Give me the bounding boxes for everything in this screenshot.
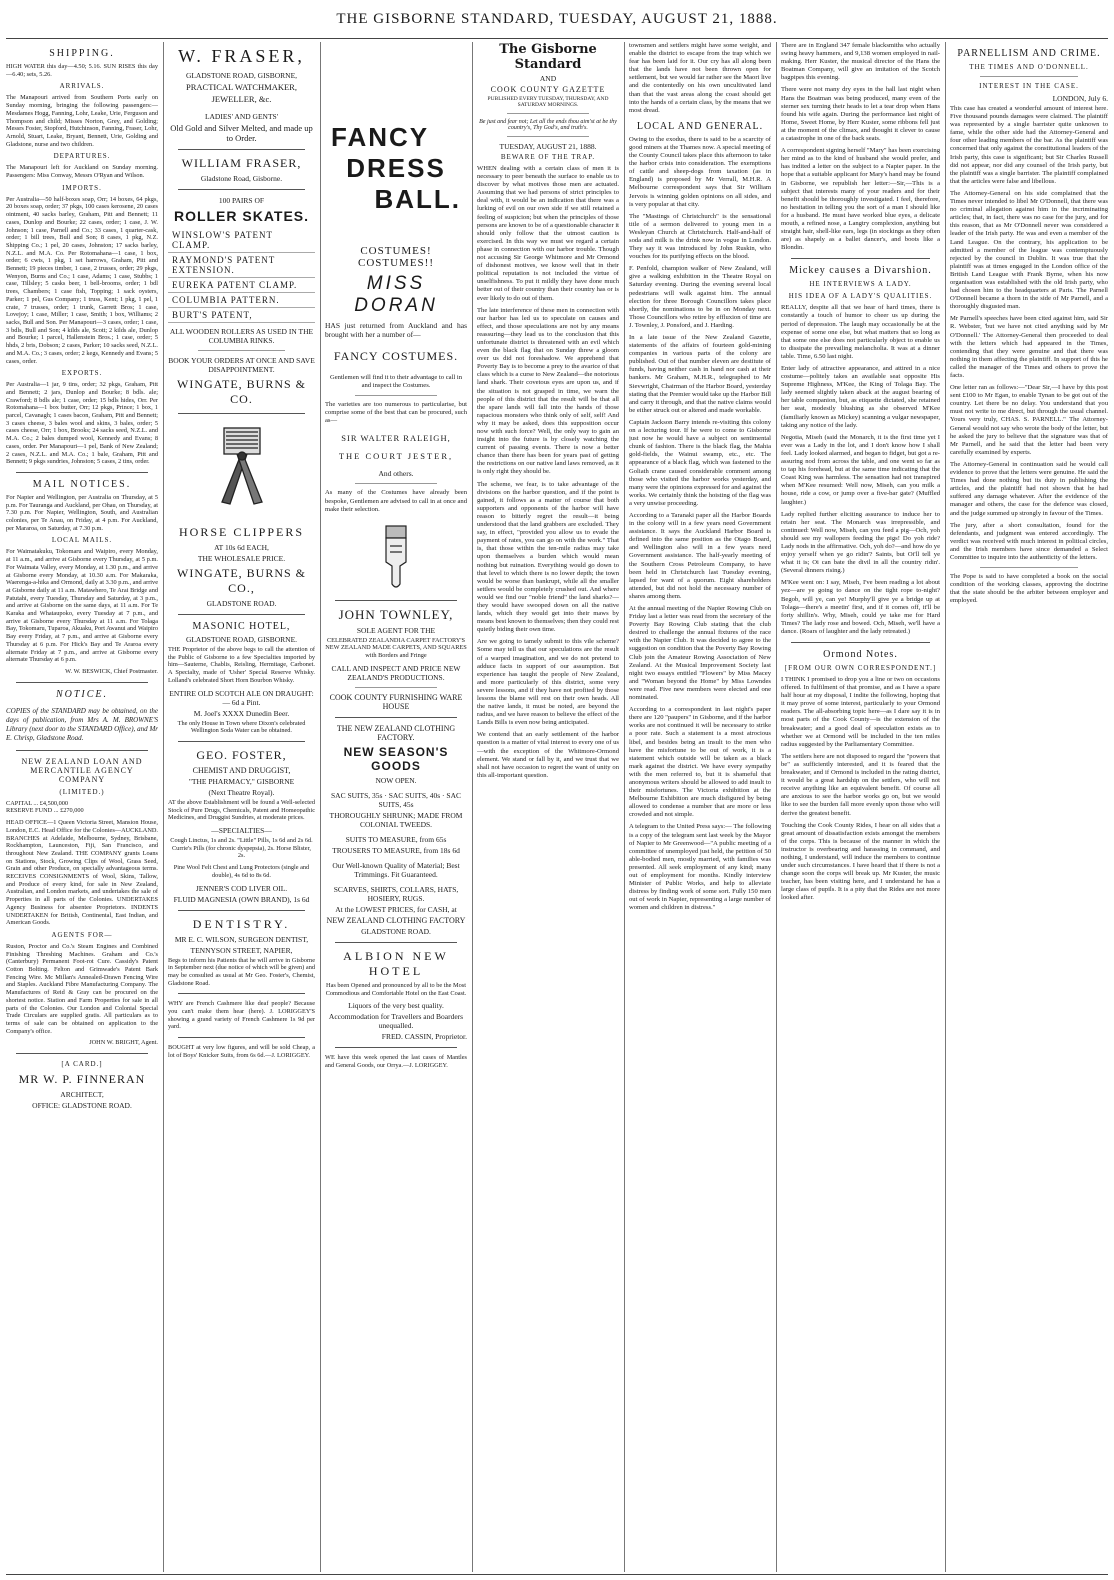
- leader-heading: BEWARE OF THE TRAP.: [500, 153, 596, 161]
- pairs-label: 100 PAIRS OF: [218, 196, 265, 205]
- hosiery-text: SCARVES, SHIRTS, COLLARS, HATS, HOSIERY, RUGS.: [333, 884, 459, 903]
- wingate-name: WINGATE, BURNS & CO.: [177, 377, 306, 406]
- horse-clippers-heading: HORSE CLIPPERS: [178, 525, 305, 539]
- fraser-name: W. FRASER,: [178, 46, 305, 66]
- dixon-soda-text: The only House in Town where Dixon's celebrated Wellington Soda Water can be obtained.: [177, 719, 306, 735]
- parnellism-paragraph: The Attorney-General on his side complained that the Times never intended to libel Mr O'Donnell, that there was no criminal allegation against him in the incriminating articles; that, in fact, there was no case for the jury, and for this reason, that as Mr O'Donnell never was considered a leader of the Irish party. He was and even a member of the Land League. On the contrary, his application to be admitted a member of the league was contemptuously rejected by the council in Dublin. It was true that the plaintiff was at times engaged in the London office of the British Land League with Frank Byrne, when his now organisation was established with the old Irish party, who had chosen him to the headquarters at Paris. The Parnell O'Donnell became a thorn in the side of Mr Parnell, and a thoroughly disgusted man.: [950, 189, 1108, 311]
- arrivals-text: The Manapouri arrived from Southern Ports early on Sunday morning, bringing the following passengers:—Mesdames Hogg, Fanning, Lohr, Leake, Urie, Ferguson and Thompson and child; Misses Norton, Grey, and Golding; Messrs Foster, Stopford, Hutchinson, Fanning, Fraser, Lohr, Arnold, Stuart, Leake, Bryant, Bennett, Urie, Golding and Gladstone, nurse and two children.: [6, 94, 158, 148]
- dentistry-heading: DENTISTRY.: [192, 916, 291, 931]
- skate-item: BURT'S PATENT,: [168, 308, 315, 323]
- divider: [791, 258, 930, 259]
- notice-text: COPIES of the STANDARD may be obtained, on the days of publication, from Mrs A. M. BROWNE'S Library (next door to the STANDARD Office), and Mr E. Chrisp, Gladstone Road.: [6, 706, 158, 742]
- skate-item: EUREKA PATENT CLAMP.: [168, 278, 315, 293]
- wooden-rollers-text: ALL WOODEN ROLLERS AS USED IN THE COLUMBIA RINKS.: [169, 327, 314, 345]
- jester-label: THE COURT JESTER,: [338, 451, 454, 462]
- skate-item: COLUMBIA PATTERN.: [168, 293, 315, 308]
- ormond-subheading: [FROM OUR OWN CORRESPONDENT.]: [784, 664, 937, 672]
- parnellism-paragraph: The Pope is said to have completed a book on the social condition of the working classes, approving the doctrine that the state should be the arbiter between employer and employed.: [950, 573, 1108, 605]
- dress-heading: DRESS: [346, 153, 446, 183]
- ormond-paragraph: The settlers here are not disposed to regard the "powers that be" as sufficiently interested, and it is feared that the breakwater, and if Ormond is included in the rating district, it would be a great hardship on the settlers, who will not receive anything like an equivalent benefit. Of course all are anxious to see the harbor works go on, but we would like to see the burden fall more evenly upon those who will derive the greatest benefit.: [781, 752, 940, 817]
- parnellism-subheading: THE TIMES AND O'DONNELL.: [969, 63, 1089, 71]
- new-season-heading: NEW SEASON'S GOODS: [343, 744, 449, 773]
- bottom-rule: [6, 1574, 1108, 1575]
- masonic-text: THE Proprietor of the above begs to call the attention of the Public of Gisborne to a few Specialties imported by him—Sauterne, Chablis, Reisling, Hermitage, Carbonet. A Specialty, made of 'Usher' Special Reserve Whisky. Lolland's celebrated Short Horn Bourbon Whisky.: [168, 646, 315, 684]
- column-rule: [320, 42, 321, 1572]
- local-paragraph: A telegram to the United Press says:— The following is a copy of the telegram sent last week by the Mayor of Napier to Mr Greenwood—"A public meeting of a committee of unemployed just held, the petition of 50 able-bodied men, mostly married, with families was presented. All seek employment of any kind; many out of employment for months. Kindly interview Minister of Public Works, and help to alleviate distress by finding work of some sort. Fully 150 men out of work in Napier, representing a large number of women and children in distress.": [629, 823, 771, 912]
- office-address: OFFICE: GLADSTONE ROAD.: [32, 1101, 132, 1111]
- quality-text: Our Well-known Quality of Material; Best Trimmings. Fit Guaranteed.: [332, 860, 460, 879]
- foster-name: GEO. FOSTER,: [196, 747, 287, 762]
- divider: [507, 136, 589, 137]
- divider: [16, 750, 148, 751]
- now-open-label: NOW OPEN.: [375, 775, 417, 785]
- felt-protectors-text: Pine Wool Felt Chest and Lung Protectors (single and double), 4s 6d to 8s 6d.: [173, 864, 310, 879]
- gold-label: Old Gold and Silver Melted, and made up to Order.: [170, 123, 313, 143]
- specialties-list: Cough Linctus, 1s and 2s. "Little" Pills, 1s 6d and 2s 6d. Currie's Pills (for chronic dyspepsia), 2s. Horse Blister, 2s.: [170, 837, 313, 860]
- divider: [980, 567, 1078, 568]
- miss-doran-heading: MISS DORAN: [354, 273, 438, 316]
- skate-list: [168, 228, 315, 323]
- agent-signature: JOHN W. BRIGHT, Agent.: [89, 1039, 158, 1047]
- leader-paragraph: Are we going to tamely submit to this vile scheme? Some may tell us that our speculations are the result of a warped imagination, and we do not pretend to adduce facts in support of our assumption. But experience has taught the people of New Zealand, and more particularly of this district, some very severe lessons, and if they have not profited by those lessons the blame will rest on their own heads. All the native lands, it must be noted, are beyond the radius, and we have reason to believe the effect of the Lands Bills is even now being anticipated.: [477, 638, 619, 727]
- william-fraser-name: WILLIAM FRASER,: [181, 156, 302, 170]
- costumes-heading: COSTUMES! COSTUMES!!: [357, 245, 434, 269]
- architect-label: ARCHITECT,: [60, 1090, 104, 1100]
- cashmere-text: WHY are French Cashmere like deaf people? Because you can't make them hear (here). J. LORIGGEY'S showing a grand variety of French Cashmere 1s 9d per yard.: [168, 1000, 315, 1031]
- mail-text: For Napier and Wellington, per Australia on Thursday, at 5 p.m. For Tauranga and Auckland, per Ohau, on Thursday, at 7.30 p.m. For Napier, Wellington, South, and Australian colonies, per Te Anau, on Friday, at 4 p.m. For Auckland, per Mararoa, on Saturday, at 7.30 p.m.: [6, 493, 158, 532]
- column-rule: [945, 42, 946, 1572]
- masthead-title: THE GISBORNE STANDARD, TUESDAY, AUGUST 21, 1888.: [336, 11, 778, 27]
- departures-text: The Manapouri left for Auckland on Sunday morning. Passengers: Miss Conway, Messrs O'Ryan and Wilson.: [6, 164, 158, 180]
- divider: [980, 76, 1078, 77]
- notice-heading: NOTICE.: [55, 688, 109, 700]
- parnellism-paragraph: This case has created a wonderful amount of interest here. Five thousand pounds damages were claimed. The plaintiff was represented by a single barrister quite unknown to fame, while the other side had the Attorney-General and four other leading members of the bar. As the plaintiff was concerned that only against the constitutional leaders of the Irish party, this case is significant; but Sir Charles Russell did not appear, nor did any counsel of the Irish party, but the plaintiff was a single barrister. The plaintiff complained that the articles were false and libellous.: [950, 105, 1108, 185]
- chemist-label: CHEMIST AND DRUGGIST,: [192, 765, 291, 775]
- fancy-heading: FANCY: [331, 122, 430, 152]
- book-orders-text: BOOK YOUR ORDERS AT ONCE AND SAVE DISAPPOINTMENT.: [168, 356, 315, 374]
- paper-title: The Gisborne Standard: [499, 42, 597, 72]
- leader-paragraph: The late interference of these men in connection with our harbor has led us to speculate on causes and effect, and those speculations are not by any means reassuring—they lead us to the conclusion that this unfortunate district is threatened with an evil which even the black flag that on Sunday threw a gloom over us did not foreshadow. We apprehend that Poverty Bay is to become a prey to the avarice of that class which is a curse to New Zealand—the notorious land shark. Their covetous eyes are upon us, and if the situation is not grasped in time, we warn the people of this district that the result will be that all the spare lands will fall into the hands of those rapacious monsters who think only of self, self! And why it may be asked, does this supposition occur now with such force? Well, the only way to gain an insight into the future is by closely watching the current of passing events. There is now a better chance than there has been for years past of getting the restrictions on our native land laws removed, as it is only right they should be.: [477, 306, 619, 476]
- divider: [178, 910, 305, 911]
- leader-paragraph: We contend that an early settlement of the harbor question is a matter of vital interest to every one of us—with the exception of the Whitmore-Ormond element. We stand or fall by it, and we trust that we shall not have occasion to regret the want of unity on this all-important question.: [477, 731, 619, 779]
- divider: [178, 741, 305, 742]
- raleigh-label: SIR WALTER RALEIGH,: [341, 433, 451, 444]
- divider: [178, 149, 305, 150]
- reserve-line: RESERVE FUND ... £270,000: [6, 807, 84, 815]
- masonic-hotel-name: MASONIC HOTEL,: [192, 621, 291, 632]
- column-ads-right: [325, 42, 467, 1572]
- gentlemen-text: Gentlemen will find it to their advantage to call in and inspect the Costumes.: [329, 374, 463, 390]
- wingate-address: GLADSTONE ROAD.: [206, 599, 277, 608]
- divider: [335, 942, 457, 943]
- divider: [16, 682, 148, 683]
- trousers-measure-text: TROUSERS TO MEASURE, from 18s 6d: [332, 845, 460, 855]
- divider: [16, 1053, 148, 1054]
- wilson-name: MR E. C. WILSON, SURGEON DENTIST,: [174, 934, 309, 944]
- divider: [791, 642, 930, 643]
- finneran-name: MR W. P. FINNERAN: [18, 1072, 146, 1087]
- divider: [335, 1047, 457, 1048]
- ormond-heading: Ormond Notes.: [823, 649, 898, 660]
- wholesale-label: THE WHOLESALE PRICE.: [197, 554, 286, 563]
- imports-heading: IMPORTS.: [62, 183, 102, 192]
- wingate-name-2: WINGATE, BURNS & CO.,: [177, 566, 306, 595]
- local-continued: There are in England 347 female blacksmiths who actually swing heavy hammers, and 9,138 women employed in nail-making. Herr Kuster, the musical director of the Hans the Boatman Company, will give an imitation of the Scotch bagpipes this evening.: [781, 42, 940, 82]
- mickey-paragraph: M'Kee went on: I say, Miseh, I've been reading a lot about yez—are ye going to dance on the tight rope to-night? Begob, will ye, can ye! Murphy'll give ye a bridge up at Tolaga—there's a meetin' first, and if it comes off, it'll be forty shillin's. Why, Miseh, could ye take me for Hard Times? The lady rose and bowed. Och, Miseh, we'll have a dance. (Roars of laughter and the lady retreated.): [781, 579, 940, 635]
- ormond-paragraph: Touching the Cook County Rides, I hear on all sides that a great amount of dissatisfaction exists amongst the members of the corps. This is because of the manner in which the instructor is overbearing and harassing in command, and nothing, I understand, will induce the members to continue under such circumstances. I have heard that if there is not a change soon the corps will break up. Mr Kuster, the music teacher, has been visiting here, and I understand he has a large class of pupils. It is a pity that the Rides are not more looked after.: [781, 821, 940, 902]
- divider: [335, 717, 457, 718]
- masthead: [0, 0, 1114, 38]
- departures-heading: DEPARTURES.: [53, 152, 111, 161]
- nzloan-limited: (LIMITED.): [59, 787, 105, 796]
- leader-date: TUESDAY, AUGUST 21, 1888.: [499, 142, 597, 151]
- mickey-subheading-2: HIS IDEA OF A LADY'S QUALITIES.: [788, 292, 933, 301]
- knicker-suits-text: BOUGHT at very low figures, and will be sold Cheap, a lot of Boys' Knicker Suits, from 6s 6d.—J. LORIGGEY.: [168, 1044, 315, 1059]
- specialties-heading: —SPECIALTIES—: [211, 826, 272, 836]
- divider: [178, 993, 305, 994]
- sac-suits-text: SAC SUITS, 35s · SAC SUITS, 40s · SAC SUITS, 45s: [330, 790, 462, 809]
- pharmacy-address: (Next Theatre Royal).: [208, 787, 275, 797]
- column-mickey-ormond: [781, 42, 940, 1572]
- magnesia-text: FLUID MAGNESIA (OWN BRAND), 1s 6d: [173, 894, 310, 904]
- column-rule: [163, 42, 164, 1572]
- column-rule: [624, 42, 625, 1572]
- pharmacy-label: "THE PHARMACY," GISBORNE: [188, 776, 295, 786]
- local-continued: A correspondent signing herself "Mary" has been exercising her mind as to the kind of husband she would prefer, and has indited a letter on the subject to a Napier paper. In the hope that a suitable applicant for Mary's hand may be found in Gisborne, we republish her letter:—Sir,—This is a subject that interests many of your readers and for their benefit should be thoroughly investigated. I feel, therefore, no hesitation in telling you the sort of a man I should like for a husband. He must have worked blue eyes, a delicate mouth, a refined nose, a Langtry complexion, anything but straight hair, shell-like ears, legs (in stockings as they often are) as shapely as a ballet dancer's, and boots like a Blondin.: [781, 147, 940, 252]
- divider: [178, 614, 305, 615]
- column-rule: [472, 42, 473, 1572]
- exports-text: Per Australia—1 jar, 9 tins, order; 32 pkgs, Graham, Pitt and Bennett; 2 jars, Dunlop and Bourke; 8 bdls. ale; Crawford; 8 bdls ale; 1 case, order; 15 bdls hides, Orr. Per Rotomahana—1 box butter, Orr; 12 pkgs, Prince; 1 box, 1 parcel, Cavanagh; 1 cases bacon, Graham, Pitt and Bennett; 3 cases cheese, 3 bales wool and skins, 3 bales, order; 5 cases cheese, Orr; 1 box, Brooks; 24 sacks seed, N.Z.L. and M.A. Co.; 2 bales dumped wool, Kennedy and Evans; 8 cases, order. Per Manapouri—1 pel, Bank of New Zealand; 2 cases, N.Z.L. and M.A. Co.; 1 bale, Graham, Pitt and Bennett; 9 pkgs sundries, Johnston; 5 cases, 2 tins, order.: [6, 381, 158, 466]
- paper-and: AND: [539, 74, 557, 83]
- fancy-costumes-heading: FANCY COSTUMES.: [333, 349, 459, 363]
- ladies-label: LADIES' AND GENTS': [204, 112, 279, 121]
- divider: [16, 472, 148, 473]
- divider: [178, 1037, 305, 1038]
- column-shipping: [6, 42, 158, 1572]
- jeweller-label: JEWELLER, &c.: [211, 94, 272, 104]
- skate-item: RAYMOND'S PATENT EXTENSION.: [168, 253, 315, 278]
- wilson-text: Begs to inform his Patients that he will arrive in Gisborne in September next (due notice of which will be given) and may be consulted as usual at Mr Geo. Foster's, Chemist, Gladstone Road.: [168, 956, 315, 987]
- doran-text: HAS just returned from Auckland and has brought with her a number of—: [325, 321, 467, 339]
- thoroughly-shrunk-text: THOROUGHLY SHRUNK; MADE FROM COLONIAL TWEEDS.: [329, 810, 463, 829]
- local-mails-text: For Waimatakuku, Tokomaru and Waipiro, every Monday, at 11 a.m., and arrive at Gisborne every Thursday, at 5 p.m. For Waimata Valley, every Monday, at 1.30 p.m., and arrive at Gisborne every Monday, at 10.30 a.m. For Makaraka, Waerenga-a-hika and Ormond, daily at 3.30 p.m., and arrive at Gisborne daily at 11 a.m. Matawhero, Te Arai Bridge and Patutahi, every Tuesday, Thursday and Saturday, at 3 p.m., and arrive at Gisborne on the same days, at 11 a.m. For Te Karaka and Whataupoko, every Tuesday at 7 p.m., and arrive at Gisborne every Thursday at 11 a.m. For Tolaga Bay, Tokomaru, Tuparoa, Akuaku, Port Awanui and Waipiro Bay every Friday, at 7 p.m., and arrive at Gisborne every Thursday at 6 p.m. For Hick's Bay and Te Araroa every alternate Friday at 7 p.m., and arrive at Gisborne every alternate Thursday at 6 p.m.: [6, 548, 158, 664]
- others-label: And others.: [378, 469, 414, 479]
- divider: [355, 395, 437, 396]
- local-paragraph: In a late issue of the New Zealand Gazette, statements of the affairs of fourteen gold-mining companies in various parts of the colony are published. Out of that number eleven are destitute of funds, having neither cash in hand nor cash at their bankers. Mr Graham, M.H.R., telegraphed to Mr Sievwright, Chairman of the Harbor Board, yesterday stating that the Premier would take up the Harbor Bill and carry it through, and that the native claims would be either struck out or altered and made workable.: [629, 334, 771, 414]
- divider: [507, 113, 589, 114]
- local-general-heading: LOCAL AND GENERAL.: [636, 120, 764, 132]
- ormond-paragraph: I THINK I promised to drop you a line or two on occasions offered. In fulfilment of that promise, and as I have a spare half hour at my disposal, I indite the following, hoping that it may prove of some interest, particularly to your Ormond readers. The all-absorbing topic here—as I dare say it is in most parts of the Cook County—is the extension of the breakwater; and a good deal of speculation exists as to whether we at Ormond will be included in the ten miles radius suggested by the Parliamentary Committee.: [781, 676, 940, 748]
- pointing-hand-icon: [376, 522, 416, 592]
- leader-paragraph: WHEN dealing with a certain class of men it is necessary to peer beneath the surface to enable us to discover by what motives those men are actuated. Assuming that we had persons of strict principles to deal with, it would be an indication that there was a lurking of evil on our own side if we still retained a feeling of suspicion; but when the principles of those persons are known to be of a questionable character it should only follow that the utmost caution is exercised. In this way we must we regard a certain phase in connection with our harbor trouble. Though not accusing Sir George Whitmore and Mr Ormond of dishonest motives, we know well that in their political reputation is not included the virtue of unselfishness. To put it mildly they have done much better out of their country than their country has or is ever likely to do out of them.: [477, 165, 619, 302]
- lowest-prices-text: At the LOWEST PRICES, for CASH, at: [335, 904, 457, 914]
- mickey-heading: Mickey causes a Divarshion.: [789, 265, 932, 277]
- shipping-heading: SHIPPING.: [49, 48, 115, 59]
- william-fraser-address: Gladstone Road, Gisborne.: [200, 174, 283, 183]
- parnellism-subheading-2: INTEREST IN THE CASE.: [979, 82, 1079, 90]
- jenner-oil-text: JENNER'S COD LIVER OIL.: [195, 883, 288, 893]
- column-ads-left: [168, 42, 315, 1572]
- local-paragraph: Owing to the exodus, there is said to be a scarcity of good miners at the Thames now. A special meeting of the County Council takes place this afternoon to take the harbor crisis into consideration. The exemptions of cattle and sheep-dogs from taxation (as in England) is proposed by Mr Verrall, M.H.R. A Melbourne correspondent says that Sir William Jervois is winning golden opinions on all sides, and is very popular at that city.: [629, 135, 771, 208]
- bespoke-text: As many of the Costumes have already been bespoke, Gentlemen are advised to call in at once and make their selection.: [325, 489, 467, 513]
- masonic-address: GLADSTONE ROAD, GISBORNE.: [185, 635, 298, 644]
- parnellism-paragraph: The jury, after a short consultation, found for the defendants, and judgment was entered accordingly. The verdict was received with much interest in political circles, and the Irish members have since demanded a Select Committee to inquire into the authenticity of the letters.: [950, 521, 1108, 561]
- nzloan-heading: NEW ZEALAND LOAN AND MERCANTILE AGENCY COMPANY: [21, 756, 143, 784]
- capital-line: CAPITAL ... £4,500,000: [6, 799, 69, 807]
- leader-paragraph: The scheme, we fear, is to take advantage of the divisions on the harbor question, and if the point is gained, it follows as a matter of course that both supporters and opponents of the harbor will have reason to bitterly regret the result—it being understood that the land grabbers are excluded. They say, in effect, "provided you allow us to evade the payment of rates, you can go on with the work." That is, that those within the ten-mile radius may take upon themselves a burden which would mean nothing but ruination. Everything would go down to that level to which there is no lower depth; the town would be worse than bankrupt, while all the smaller settlers would be completely crushed out. And where would we find our "noble friend" the land sharks?—they would have swooped down on all the native lands, which they would get into their maws by means best known to themselves; then they could rest quietly biding their own time.: [477, 480, 619, 634]
- divider: [355, 687, 437, 688]
- local-paragraph: According to a Taranaki paper all the Harbor Boards in the colony will in a few years need Government assistance. It says the Auckland Harbor Board is defined into the same position as the Otago Board, and Wellington also will in a few years need Government assistance. The half-yearly meeting of the Southern Cross Petroleum Company, to have been held in Christchurch last Tuesday evening, lapsed for want of a quorum. Eight shareholders attended, but did not hold the necessary number of shares among them.: [629, 511, 771, 600]
- cook-county-warehouse: COOK COUNTY FURNISHING WARE HOUSE: [329, 692, 463, 711]
- ball-heading: BALL.: [374, 184, 461, 214]
- column-local-general: [629, 42, 771, 1572]
- arrivals-heading: ARRIVALS.: [59, 82, 105, 91]
- postmaster-signature: W. W. BESWICK, Chief Postmaster.: [65, 668, 158, 675]
- nzloan-text: HEAD OFFICE—1 Queen Victoria Street, Mansion House, London, E.C. Head Office for the Colonies—AUCKLAND. BRANCHES at Adelaide, Melbourne, Sydney, Brisbane, Rockhampton, Launceston, Fiji, San Francisco, and throughout New Zealand. THE COMPANY grants Loans on Stations, Stock, Growing Clips of Wool, Grass Seed, Grain and other Produce, on specially advantageous terms. RECEIVES CONSIGNMENTS of Wool, Skins, Tallow, and Produce of every kind, for sale in New Zealand, Australian, and London markets, and undertakes the sale of Properties in all parts of the Colonies. UNDERTAKES Agency Business for absentee Proprietors. INDENTS UNDERTAKEN for British, Continental, East Indian, and American Goods.: [6, 819, 158, 927]
- scotch-ale-text: ENTIRE OLD SCOTCH ALE ON DRAUGHT:— 6d a Pint.: [169, 688, 314, 707]
- column-parnellism: [950, 42, 1108, 1572]
- mickey-paragraph: Lady replied further eliciting assurance to induce her to retain her seat. The Monarch was irrepressible, and continued: Well now, Miseh, can you feed a pig—Och, yoh should see my wallopers feeding the pigs! Do yoh ride? Lady nods in the affirmative. Och, yoh do?—and how do ye enjoy yerself when ye go ridin'? Saints, but Oi'll tell ye what it is; Oi can bate the divil in all the country ridin'. (Several dinners rising.): [781, 510, 940, 575]
- column-rule: [776, 42, 777, 1572]
- parnellism-heading: PARNELLISM AND CRIME.: [957, 48, 1101, 59]
- mickey-subheading: HE INTERVIEWS A LADY.: [809, 280, 912, 289]
- agents-heading: AGENTS FOR—: [51, 930, 113, 939]
- accommodation-text: Accommodation for Travellers and Boarders unequalled.: [328, 1012, 464, 1031]
- dateline: LONDON, July 6.: [1052, 94, 1108, 103]
- mickey-paragraph: Negotia, Miseh (said the Monarch, it is the first time yet I ever was a Lady in the lot, and I don't know how I shall feel. Lady looked alarmed, and began to fidget, but got a re-assuring nod from across the table, and one went so far as to tap his forehead, but at the same time indicating that the Coast King was harmless. The sensation had not transpired when M'Kee resumed: Well now, Miseh, can you milk a house, ride a cow, or jump over a five-bar gate? (Muffled laughter.): [781, 433, 940, 506]
- horse-clippers-price: AT 10s 6d EACH,: [214, 543, 269, 552]
- wilson-address: TENNYSON STREET, NAPIER,: [190, 945, 293, 955]
- divider: [335, 600, 457, 601]
- parnellism-paragraph: Mr Parnell's speeches have been cited against him, said Sir R. Webster, 'but we have not cited anything said by Mr O'Donnell.' The Attorney-General then proceeded to deal with the letters which had appeared in the Times, contending that they were genuine and that there was nothing in them affecting the plaintiff. In support of this he called the manager of the Times and others to prove the facts.: [950, 315, 1108, 379]
- watchmaker-label: PRACTICAL WATCHMAKER,: [186, 82, 297, 92]
- parnellism-paragraph: The Attorney-General in continuation said he would call evidence to prove that the letters were genuine. He said the Times had done nothing but its duty in publishing the articles, and the plaintiff had not shown that he had suffered any damage whatever. After the evidence of the manager and others, the case for the defence was closed, and the judge summed up strongly in favour of the Times.: [950, 460, 1108, 517]
- agents-text: Ruston, Proctor and Co.'s Steam Engines and Combined Finishing Threshing Machines. Graham and Co.'s (Canterbury) Permanent Foot-rot Cure. Cassidy's Patent Cotton Bolting. Felton and Grimwade's Patent Bark Fencing Wire. Mc Millan's Annealed-Drawn Fencing Wire and Staples. Auckland Fibre Manufacturing Company. The Manufactures of Reid & Gray can be procured on the shortest notice. Station and Farm Properties for sale in all parts of the Colonies. Our London and Colonial Special Trade Circulars are supplied gratis. All particulars as to terms of sale can be obtained on application to the Company's office.: [6, 942, 158, 1035]
- divider: [355, 483, 437, 484]
- mail-notices-heading: MAIL NOTICES.: [32, 478, 132, 490]
- sole-agent-label: SOLE AGENT FOR THE: [356, 625, 436, 635]
- card-label: [A CARD.]: [61, 1060, 103, 1069]
- albion-text: Has been Opened and pronounced by all to be the Most Commodious and Comfortable Hotel on the East Coast.: [325, 981, 467, 997]
- nz-clothing-factory-2: NEW ZEALAND CLOTHING FACTORY: [326, 915, 466, 925]
- townley-name: JOHN TOWNLEY,: [338, 606, 454, 622]
- albion-hotel-name: ALBION NEW HOTEL: [343, 948, 449, 978]
- call-inspect-text: CALL AND INSPECT AND PRICE NEW ZEALAND'S PRODUCTIONS.: [331, 663, 461, 682]
- local-paragraph: According to a correspondent in last night's paper there are 120 "paupers" in Gisborne, and if the harbor works are not continued it will be necessary to strike a poor rate. Such a statement is a most atrocious libel, and besides being an insult to the men who have the misfortune to be out of work, it is a statement which outside will be taken as a black mark against the district. We have every sympathy with the men referred to, but it is shameful that anonymous writers should be allowed to add insult to their misfortunes. The Victoria exhibition at the Melbourne Exhibition are much disfigured by being allowed to condense a number that are more or less crowded and not simple.: [629, 706, 771, 819]
- masthead-rule: [6, 38, 1108, 39]
- skate-item: WINSLOW'S PATENT CLAMP.: [168, 228, 315, 253]
- townley-text: CELEBRATED ZEALANDIA CARPET FACTORY'S NEW ZEALAND MADE CARPETS, AND SQUARES with Borders and Fringe: [325, 636, 467, 660]
- local-paragraph: F. Penfold, champion walker of New Zealand, will give a walking exhibition in the Theatre Royal on Saturday evening. During the evening several local pedestrians will walk against him. The annual election for three Borough Councillors takes place shortly, the nominations to be in on Monday next. Those Councillors who retire by effluxion of time are J. Townley, J. Ponsford, and J. Harding.: [629, 265, 771, 329]
- mickey-paragraph: Enter lady of attractive appearance, and attired in a nice costume—politely takes an available seat opposite His Supreme Highness, M'Kee, the King of Tolaga Bay. The lady seemed slightly taken aback at the august bearing of her table companion, but, as etiquette dictated, she retained her seat, modestly blushing as she observed M'Kee (familiarly known as Mickey) scanning a vulgar newspaper, taking any notice of the lady.: [781, 365, 940, 429]
- horse-clipper-illustration: [202, 422, 282, 517]
- varieties-text: The varieties are too numerous to particularise, but comprise some of the best that can be procured, such as—: [325, 401, 467, 425]
- mickey-paragraph: REALLY, despite all that we hear of hard times, there is constantly a touch of humor to cheer us up during the period of depression. The laugh may occasionally be at the expense of some one else, but what matters that so long as that some one else does not particularly object to enable us to dissipate the prevailing melancholia. It was at a dinner table. Time, 6.50 last night.: [781, 304, 940, 360]
- foster-text: AT the above Establishment will be found a Well-selected Stock of Pure Drugs, Chemicals, Patent and Homeopathic Medicines, and Druggist Sundries, at moderate prices.: [168, 798, 315, 822]
- local-paragraph: At the annual meeting of the Napier Rowing Club on Friday last a letter was read from the secretary of the Poverty Bay Rowing Club stating that the club desired to challenge the annual fixtures of the race with the Napier Club. It was decided to agree to the suggestion on condition that the Poverty Bay Rowing Club join the Amateur Rowing Association of New Zealand. At the Musical Improvement Society last night two essays entitled "Flowers" by Miss Macey and "Woman beyond the Home" by Miss Lowndes were read. Five new members were elected and one nominated.: [629, 605, 771, 702]
- paper-gazette: COOK COUNTY GAZETTE: [490, 85, 606, 94]
- cassin-signature: FRED. CASSIN, Proprietor.: [381, 1032, 467, 1042]
- local-paragraph: Captain Jackson Barry intends re-visiting this colony on a lecturing tour. If he were to come to Gisborne just now he would have a subject on sentimental chunk of fashion. There is the black flag, the Mahia gold-fields, the Wainui swamp, etc., etc. The appearance of a black flag, which was fastened to the Goliath crane caused considerable comment among those who visited the harbor works yesterday, and many were the opinions expressed for and against the works. We certainly think the hoisting of the flag was a very unwise proceeding.: [629, 418, 771, 507]
- imports-text: Per Australia—50 half-boxes soap, Orr; 14 boxes, 64 pkgs, 20 boxes soap, order; 37 pkgs, 100 cases kerosene, 20 cases ointment, 40 sacks barley, Graham, Pitt and Bennett; 11 cases, Dunlop and Bourke; 22 cases, order; 1 case, J. W. Johnson; 1 case, Parnell and Co.; 33 cases, 1 quarter-cask, order; 1 bill trees, Bull and Son; 8 cases, 1 pkg, N.Z. Shipping Co.; 1 pel, 20 cases, Johnston; 17 sacks barley, N.Z.L. and M.A. Co. Per Rotomahana—1 case, 1 box, order; 6 cwts, 1 pkg, 1 set harrows, Graham, Pitt and Bennett; 19 pieces timber, 1 case, 2 trusses, order; 29 pkgs, Wenyon, Burns and Co.; 1 case, Adams; 1 case, Stubbs; 1 case, Tillsley; 5 casks beer, 1 bell-brooms, order; 1 bdl trees, Chambers; 1 case fish, Topping; 1 sack oysters, Parker; 1 pel, Gus Company; 1 truss, Kent; 1 pkg, 1 pel, 1 crate, 7 trusses, order; 1 trunk, Garrett Bros; 1 case, Lovejoy; 1 case, Miller; 1 case, Smith; 1 box, Williams; 2 sacks, Bull and Son. Per Manapouri—3 cases, order; 1 case, 3 bdls, Bull and Son; 4 kilds ale, Scott; 2 kilds ale, Dunlop and Bourke; 1 parcel, Hallenstein Bros.; 1 case, order; 5 hhds, 2 bris, Dobson; 2 cases, Parker; 10 sacks seed, N.Z.L. and M.A. Co.; 3 cases, order; 2 kegs, Kennedy and Evans; 5 cases, order.: [6, 195, 158, 365]
- tides-text: HIGH WATER this day—4.50; 5.16. SUN RISES this day—6.40; sets, 5.26.: [6, 63, 158, 78]
- roller-skates-heading: ROLLER SKATES.: [173, 208, 310, 224]
- local-mails-heading: LOCAL MAILS.: [51, 536, 113, 545]
- local-continued: There were not many dry eyes in the hall last night when Hans the Boatman was being produced, many even of the sterner sex turning their heads to let a tear drop when Hans found his wife again. During the performance last night of Home, Sweet Home, by Herr Kuster, some ribbons fell just at the moment of the climax, and thought it clever to cause a catastrophe in one of the back seats.: [781, 86, 940, 143]
- leader-continued: townsmen and settlers might have some weight, and enable the district to escape from the trap which we fear has been laid for it. Our cry has all along been that the lands have not been thrown open for settlement, but we would far rather see the Maori live and die contentedly on his own uncultivated land than that the vast areas along the coast should get into the hands of a certain class, by the means that we most dread.: [629, 42, 771, 114]
- paper-motto: Be just and fear not; Let all the ends thou aim'st at be thy country's, Thy God's, and truth's.: [479, 119, 617, 131]
- nz-clothing-factory: THE NEW ZEALAND CLOTHING FACTORY.: [336, 723, 456, 742]
- nz-clothing-factory-address: GLADSTONE ROAD.: [361, 926, 431, 936]
- local-paragraph: The "Mastings of Christchurch" is the sensational title of a sermon delivered to young men in a Wesleyan Church at Christchurch. Half-and-half of soda and milk is the drink now in vogue in London. They say it was introduced by John Ruskin, who vouches for its purifying effects on the blood.: [629, 212, 771, 261]
- divider: [178, 413, 305, 414]
- divider: [178, 189, 305, 190]
- exports-heading: EXPORTS.: [61, 369, 103, 378]
- divider: [198, 350, 285, 351]
- suits-measure-text: SUITS TO MEASURE, from 65s: [345, 834, 447, 844]
- column-leader: [477, 42, 619, 1572]
- mantles-text: WE have this week opened the last cases of Mantles and General Goods, our Orrya.—J. LORIGGEY.: [325, 1054, 467, 1069]
- parnellism-paragraph: One letter ran as follows:—"Dear Sir,—I have by this post sent £100 to Mr Egan, to enable Tynan to be got out of the country. Let there be no delay. You understand that you must not write to me direct, but through the usual channel. Yours very truly, CHAS. S. PARNELL." The Attorney-General would not say who wrote the body of the letter, but he asked the jury to believe that the signature was that of Mr Parnell, and he said that the letter had been very carefully examined by experts.: [950, 384, 1108, 456]
- liquors-text: Liquors of the very best quality.: [348, 1001, 444, 1011]
- fraser-address: GLADSTONE ROAD, GISBORNE,: [185, 71, 298, 80]
- published-line: PUBLISHED EVERY TUESDAY, THURSDAY, AND SATURDAY MORNINGS.: [487, 96, 609, 108]
- joel-beer-text: M. Joel's XXXX Dunedin Beer.: [193, 708, 290, 718]
